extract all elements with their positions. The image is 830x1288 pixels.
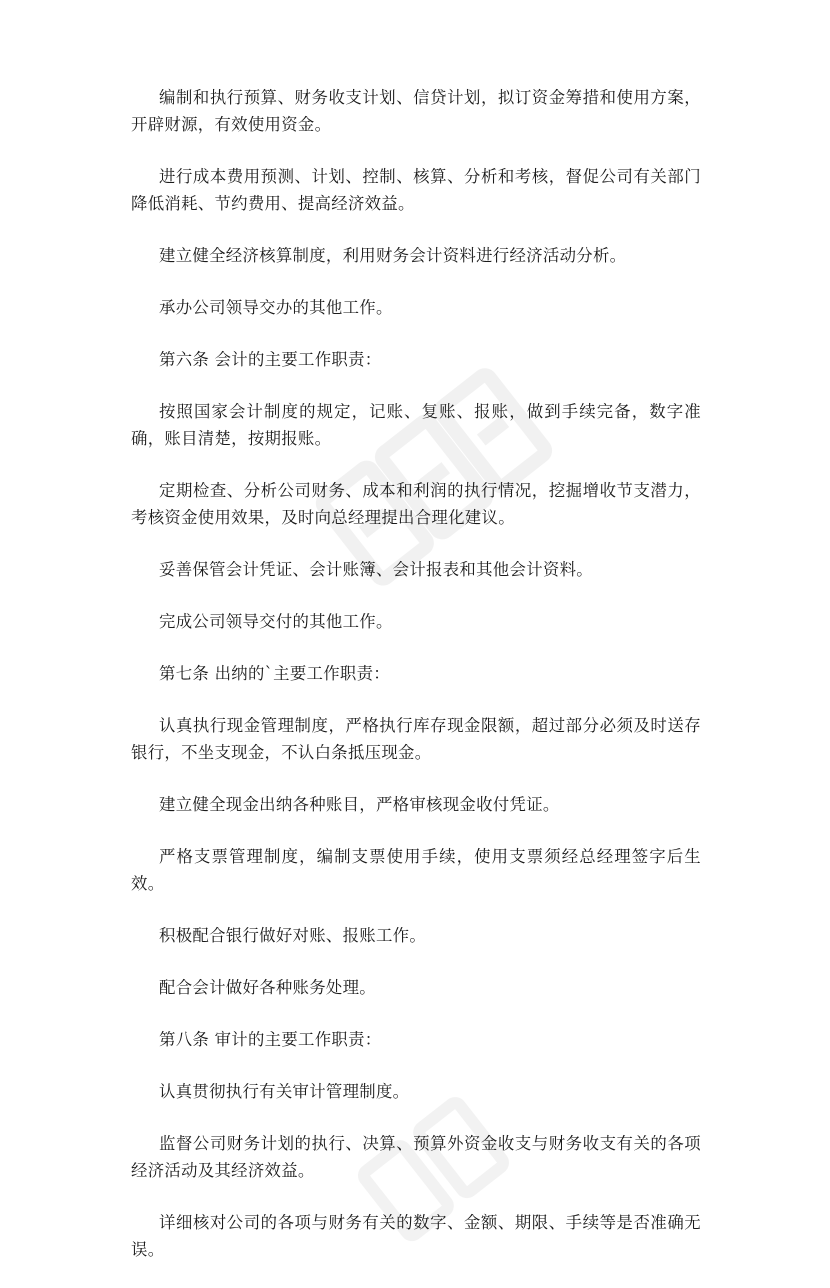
paragraph-bookkeeping: 按照国家会计制度的规定，记账、复账、报账，做到手续完备，数字准确，账目清楚，按期报账。 [131,402,701,448]
article-seven-heading: 第七条 出纳的`主要工作职责： [159,664,390,683]
paragraph-account-processing: 配合会计做好各种账务处理。 [159,978,376,997]
document-body [131,84,701,1288]
article-eight-heading: 第八条 审计的主要工作职责： [159,1030,382,1049]
paragraph-bank-reconciliation: 积极配合银行做好对账、报账工作。 [159,926,427,945]
paragraph-audit-supervision: 监督公司财务计划的执行、决算、预算外资金收支与财务收支有关的各项经济活动及其经济效益。 [131,1134,701,1180]
paragraph-audit-verification: 详细核对公司的各项与财务有关的数字、金额、期限、手续等是否准确无误。 [131,1213,701,1259]
paragraph-assigned-tasks: 完成公司领导交付的其他工作。 [159,612,393,631]
paragraph-record-keeping: 妥善保管会计凭证、会计账簿、会计报表和其他会计资料。 [159,560,593,579]
paragraph-check-management: 严格支票管理制度，编制支票使用手续，使用支票须经总经理签字后生效。 [131,847,701,893]
paragraph-periodic-review: 定期检查、分析公司财务、成本和利润的执行情况，挖掘增收节支潜力，考核资金使用效果，及时向总经理提出合理化建议。 [131,481,701,527]
paragraph-cost-control: 进行成本费用预测、计划、控制、核算、分析和考核，督促公司有关部门降低消耗、节约费用、提高经济效益。 [131,167,701,213]
paragraph-budget: 编制和执行预算、财务收支计划、信贷计划，拟订资金筹措和使用方案，开辟财源，有效使用资金。 [131,88,701,134]
paragraph-other-tasks: 承办公司领导交办的其他工作。 [159,298,393,317]
paragraph-cash-management: 认真执行现金管理制度，严格执行库存现金限额，超过部分必须及时送存银行，不坐支现金，不认白条抵压现金。 [131,716,701,762]
paragraph-accounting-system: 建立健全经济核算制度，利用财务会计资料进行经济活动分析。 [159,246,627,265]
paragraph-cash-accounts: 建立健全现金出纳各种账目，严格审核现金收付凭证。 [159,795,560,814]
article-six-heading: 第六条 会计的主要工作职责： [159,350,382,369]
paragraph-audit-rules: 认真贯彻执行有关审计管理制度。 [159,1082,410,1101]
